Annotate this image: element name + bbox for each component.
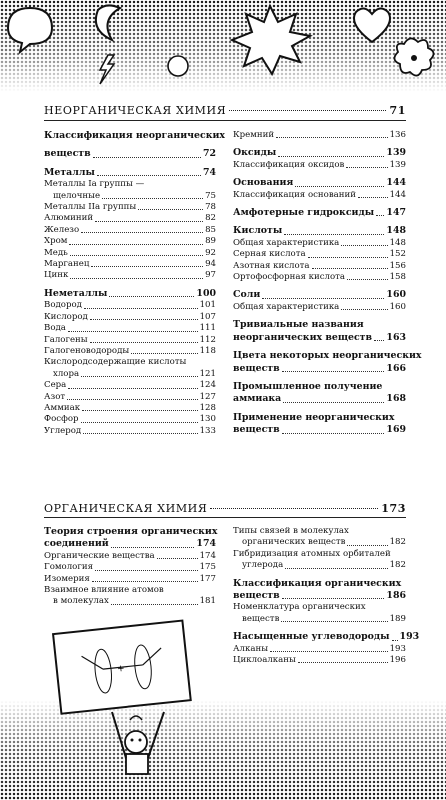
- leader-dots: [93, 157, 201, 158]
- toc-entry: [44, 270, 216, 281]
- starburst-icon: [232, 6, 310, 74]
- toc-entry: [44, 312, 216, 323]
- toc-entry: [44, 574, 216, 585]
- toc-heading-entry: [44, 148, 216, 160]
- entry-page: 82: [205, 213, 216, 224]
- entry-page: 193: [389, 643, 406, 654]
- entry-page: 139: [389, 159, 406, 170]
- entry-page: 196: [389, 655, 406, 666]
- entry-title: Теория строения органических: [44, 526, 218, 537]
- entry-page: 74: [202, 166, 216, 178]
- toc-entry: [233, 302, 406, 313]
- toc-heading-entry: [233, 147, 406, 159]
- leader-dots: [278, 156, 384, 157]
- entry-title: Цинк: [44, 270, 69, 281]
- leader-dots: [298, 662, 388, 663]
- entry-title: Алюминий: [44, 213, 94, 224]
- entry-page: 182: [389, 537, 406, 548]
- entry-title: Общая характеристика: [233, 237, 340, 248]
- toc-entry: [44, 202, 216, 213]
- entry-page: 72: [202, 148, 216, 160]
- entry-page: 78: [205, 202, 216, 213]
- entry-title: Галогеноводороды: [44, 345, 130, 356]
- entry-page: 144: [386, 177, 406, 189]
- entry-page: 174: [199, 550, 216, 561]
- entry-page: 75: [205, 190, 216, 201]
- leader-dots: [97, 175, 201, 176]
- entry-page: 136: [389, 130, 406, 140]
- entry-title: Серная кислота: [233, 249, 306, 260]
- section-page: 173: [381, 502, 406, 515]
- entry-page: 166: [386, 362, 406, 374]
- toc-heading-entry: [44, 538, 216, 550]
- leader-dots: [276, 137, 387, 138]
- leader-dots: [81, 232, 203, 233]
- toc-heading-entry: [44, 130, 226, 142]
- header-doodles: [0, 0, 446, 92]
- leader-dots: [68, 331, 198, 332]
- leader-dots: [90, 319, 198, 320]
- entry-title: Азот: [44, 391, 66, 402]
- toc-heading-entry: [233, 424, 406, 436]
- entry-title: веществ: [233, 424, 280, 436]
- entry-page: 92: [205, 247, 216, 258]
- toc-entry: [44, 369, 216, 380]
- entry-title: Классификация оснований: [233, 189, 356, 200]
- entry-title: Аммиак: [44, 402, 81, 413]
- leader-dots: [347, 279, 388, 280]
- entry-title: аммиака: [233, 393, 282, 405]
- toc-entry: [233, 238, 406, 249]
- leader-dots: [341, 245, 387, 246]
- entry-title: Водород: [44, 300, 82, 311]
- entry-page: 127: [199, 391, 216, 402]
- leader-dots: [68, 388, 197, 389]
- leader-dots: [92, 581, 198, 582]
- entry-title: Основания: [233, 177, 294, 189]
- entry-title: Общая характеристика: [233, 301, 340, 312]
- leader-dots: [83, 433, 197, 434]
- entry-title: в молекулах: [53, 596, 109, 607]
- entry-title: Классификация оксидов: [233, 159, 345, 170]
- heart-icon: [354, 8, 390, 42]
- toc-entry: [233, 655, 406, 666]
- entry-page: 139: [386, 147, 406, 159]
- entry-title: углерода: [242, 560, 284, 571]
- entry-title: Гибридизация атомных орбиталей: [233, 548, 391, 559]
- entry-title: Фосфор: [44, 414, 79, 425]
- entry-title: неорганических веществ: [233, 331, 372, 343]
- entry-title: Металлы: [44, 166, 95, 178]
- entry-title: Циклоалканы: [233, 655, 296, 666]
- entry-title: хлора: [53, 368, 80, 379]
- entry-title: Насыщенные углеводороды: [233, 631, 390, 643]
- entry-title: веществ: [233, 590, 280, 602]
- entry-title: Применение неорганических: [233, 411, 395, 423]
- entry-title: соединений: [44, 538, 109, 550]
- toc-entry: [44, 551, 216, 562]
- toc-entry: [44, 562, 216, 573]
- entry-title: органических веществ: [242, 537, 346, 548]
- entry-title: Металлы Ia группы —: [44, 179, 145, 190]
- leader-dots: [69, 244, 203, 245]
- section-rule: [44, 120, 406, 121]
- leader-dots: [392, 640, 398, 641]
- toc-entry: [44, 323, 216, 334]
- toc-entry: [44, 414, 216, 425]
- toc-heading-entry: [233, 590, 406, 602]
- toc-entry: [44, 596, 216, 607]
- entry-page: 89: [205, 236, 216, 247]
- leader-dots: [90, 342, 198, 343]
- leader-dots: [91, 266, 203, 267]
- entry-title: Азотная кислота: [233, 260, 310, 271]
- entry-page: 147: [386, 207, 406, 219]
- leader-dots: [67, 399, 197, 400]
- entry-page: 97: [205, 270, 216, 281]
- leader-dots: [374, 340, 384, 341]
- entry-page: 181: [199, 596, 216, 607]
- leader-dots: [82, 410, 197, 411]
- entry-title: Галогены: [44, 334, 88, 345]
- toc-heading-entry: [44, 526, 216, 538]
- toc-entry: [233, 249, 406, 260]
- toc-entry: [44, 346, 216, 357]
- toc-heading-entry: [233, 381, 406, 393]
- toc-entry: [44, 403, 216, 414]
- entry-title: Цвета некоторых неорганических: [233, 350, 422, 362]
- section-title: НЕОРГАНИЧЕСКАЯ ХИМИЯ: [44, 104, 227, 117]
- toc-entry: [44, 335, 216, 346]
- toc-heading-entry: [233, 631, 420, 643]
- leader-dots: [270, 651, 388, 652]
- toc-heading-entry: [233, 578, 406, 590]
- entry-title: Типы связей в молекулах: [233, 526, 349, 536]
- entry-page: 156: [389, 260, 406, 271]
- leader-dots: [138, 209, 203, 210]
- toc-entry: [44, 248, 216, 259]
- entry-page: 101: [199, 300, 216, 311]
- entry-page: 152: [389, 249, 406, 260]
- toc-entry: [233, 602, 406, 613]
- toc-heading-entry: [233, 289, 406, 301]
- entry-page: 169: [386, 424, 406, 436]
- organic-right-column: [233, 526, 420, 666]
- toc-entry: [44, 236, 216, 247]
- entry-title: Неметаллы: [44, 287, 108, 299]
- toc-heading-entry: [44, 167, 216, 179]
- entry-page: 107: [199, 311, 216, 322]
- leader-dots: [210, 508, 378, 509]
- entry-title: Классификация органических: [233, 577, 402, 589]
- toc-heading-entry: [233, 412, 406, 424]
- leader-dots: [111, 547, 195, 548]
- leader-dots: [281, 621, 387, 622]
- entry-title: Вода: [44, 323, 66, 334]
- leader-dots: [229, 110, 386, 111]
- leader-dots: [95, 570, 198, 571]
- entry-page: 174: [196, 538, 216, 550]
- toc-entry: [233, 272, 406, 283]
- toc-heading-entry: [233, 363, 406, 375]
- toc-heading-entry: [44, 288, 216, 300]
- leader-dots: [70, 278, 203, 279]
- entry-title: Соли: [233, 289, 261, 301]
- entry-page: 100: [196, 287, 216, 299]
- entry-page: 158: [389, 272, 406, 283]
- toc-entry: [44, 225, 216, 236]
- leader-dots: [341, 309, 387, 310]
- circle-icon: [168, 56, 188, 76]
- entry-title: Промышленное получение: [233, 380, 383, 392]
- toc-heading-entry: [233, 350, 422, 362]
- svg-text:+: +: [116, 663, 126, 675]
- leader-dots: [282, 371, 385, 372]
- entry-title: Хром: [44, 236, 68, 247]
- entry-page: 144: [389, 189, 406, 200]
- entry-page: 128: [199, 402, 216, 413]
- toc-heading-entry: [233, 225, 406, 237]
- entry-title: Изомерия: [44, 573, 90, 584]
- toc-heading-entry: [233, 332, 406, 344]
- toc-entry: [233, 560, 406, 571]
- entry-title: Кремний: [233, 130, 275, 140]
- toc-entry: [44, 380, 216, 391]
- section-page: 71: [389, 104, 406, 117]
- toc-entry: [44, 179, 216, 190]
- toc-heading-entry: [233, 207, 406, 219]
- entry-page: 112: [199, 334, 216, 345]
- entry-page: 160: [386, 289, 406, 301]
- inorganic-right-column: [233, 130, 422, 437]
- leader-dots: [283, 402, 384, 403]
- toc-entry: [44, 213, 216, 224]
- entry-title: веществ: [242, 613, 280, 624]
- leader-dots: [84, 308, 198, 309]
- entry-title: Взаимное влияние атомов: [44, 585, 164, 596]
- character-holding-molecule-board-illustration: [44, 608, 194, 778]
- leader-dots: [131, 353, 197, 354]
- leader-dots: [109, 296, 194, 297]
- entry-page: 94: [205, 259, 216, 270]
- toc-entry: [233, 261, 406, 272]
- entry-title: щелочные: [53, 190, 101, 201]
- entry-page: 130: [199, 414, 216, 425]
- leader-dots: [282, 598, 385, 599]
- section-heading-inorganic: [44, 104, 406, 117]
- toc-entry: [44, 392, 216, 403]
- toc-entry: [44, 191, 216, 202]
- toc-entry: [233, 526, 406, 537]
- entry-page: 118: [199, 345, 216, 356]
- entry-title: Кислород: [44, 311, 88, 322]
- toc-heading-entry: [233, 177, 406, 189]
- entry-title: Металлы IIa группы: [44, 202, 137, 213]
- entry-page: 189: [389, 613, 406, 624]
- toc-entry: [233, 130, 406, 141]
- leader-dots: [262, 298, 384, 299]
- entry-page: 177: [199, 573, 216, 584]
- entry-title: Гомология: [44, 562, 94, 573]
- entry-title: Железо: [44, 224, 80, 235]
- entry-title: Оксиды: [233, 147, 277, 159]
- section-title: ОРГАНИЧЕСКАЯ ХИМИЯ: [44, 502, 208, 515]
- entry-page: 168: [386, 393, 406, 405]
- toc-entry: [44, 357, 216, 368]
- entry-page: 186: [386, 590, 406, 602]
- leader-dots: [346, 167, 387, 168]
- entry-title: Кислородсодержащие кислоты: [44, 357, 187, 368]
- speech-bubble-icon: [8, 8, 52, 52]
- leader-dots: [70, 255, 203, 256]
- entry-page: 148: [389, 237, 406, 248]
- toc-entry: [233, 190, 406, 201]
- leader-dots: [81, 422, 198, 423]
- toc-entry: [44, 300, 216, 311]
- leader-dots: [312, 268, 388, 269]
- toc-entry: [233, 537, 406, 548]
- leader-dots: [81, 376, 197, 377]
- toc-entry: [44, 585, 216, 596]
- entry-page: 160: [389, 301, 406, 312]
- leader-dots: [285, 568, 387, 569]
- entry-page: 182: [389, 560, 406, 571]
- entry-page: 85: [205, 224, 216, 235]
- entry-title: Тривиальные названия: [233, 319, 364, 331]
- entry-title: Кислоты: [233, 225, 283, 237]
- section-heading-organic: [44, 502, 406, 515]
- entry-title: Сера: [44, 380, 67, 391]
- lightning-icon: [100, 55, 114, 84]
- leader-dots: [308, 257, 388, 258]
- entry-page: 193: [399, 631, 420, 643]
- leader-dots: [111, 604, 198, 605]
- entry-page: 163: [386, 331, 406, 343]
- entry-title: веществ: [233, 362, 280, 374]
- flower-icon: [394, 38, 433, 75]
- leader-dots: [102, 198, 203, 199]
- entry-title: Номенклатура органических: [233, 602, 366, 613]
- toc-entry: [233, 160, 406, 171]
- entry-title: Медь: [44, 247, 68, 258]
- entry-title: Амфотерные гидроксиды: [233, 207, 375, 219]
- leader-dots: [157, 558, 198, 559]
- toc-heading-entry: [233, 319, 406, 331]
- entry-title: Алканы: [233, 643, 269, 654]
- entry-page: 148: [386, 225, 406, 237]
- entry-title: Углерод: [44, 425, 82, 436]
- entry-page: 124: [199, 380, 216, 391]
- toc-entry: [233, 614, 406, 625]
- entry-title: Ортофосфорная кислота: [233, 272, 346, 283]
- entry-page: 133: [199, 425, 216, 436]
- section-rule: [44, 517, 406, 518]
- toc-entry: [233, 549, 406, 560]
- toc-entry: [233, 644, 406, 655]
- crescent-moon-icon: [96, 5, 120, 40]
- leader-dots: [284, 234, 384, 235]
- entry-title: Органические вещества: [44, 550, 155, 561]
- organic-left-column: [44, 526, 216, 608]
- toc-entry: [44, 259, 216, 270]
- inorganic-left-column: [44, 130, 226, 437]
- toc-entry: [44, 426, 216, 437]
- leader-dots: [358, 197, 388, 198]
- toc-heading-entry: [233, 393, 406, 405]
- leader-dots: [347, 545, 387, 546]
- leader-dots: [95, 221, 203, 222]
- entry-page: 111: [199, 323, 216, 334]
- entry-title: Марганец: [44, 259, 90, 270]
- entry-page: 175: [199, 562, 216, 573]
- leader-dots: [295, 186, 384, 187]
- entry-title: Классификация неорганических: [44, 130, 226, 141]
- leader-dots: [282, 433, 385, 434]
- entry-page: 121: [199, 368, 216, 379]
- leader-dots: [376, 215, 384, 216]
- entry-title: веществ: [44, 148, 91, 160]
